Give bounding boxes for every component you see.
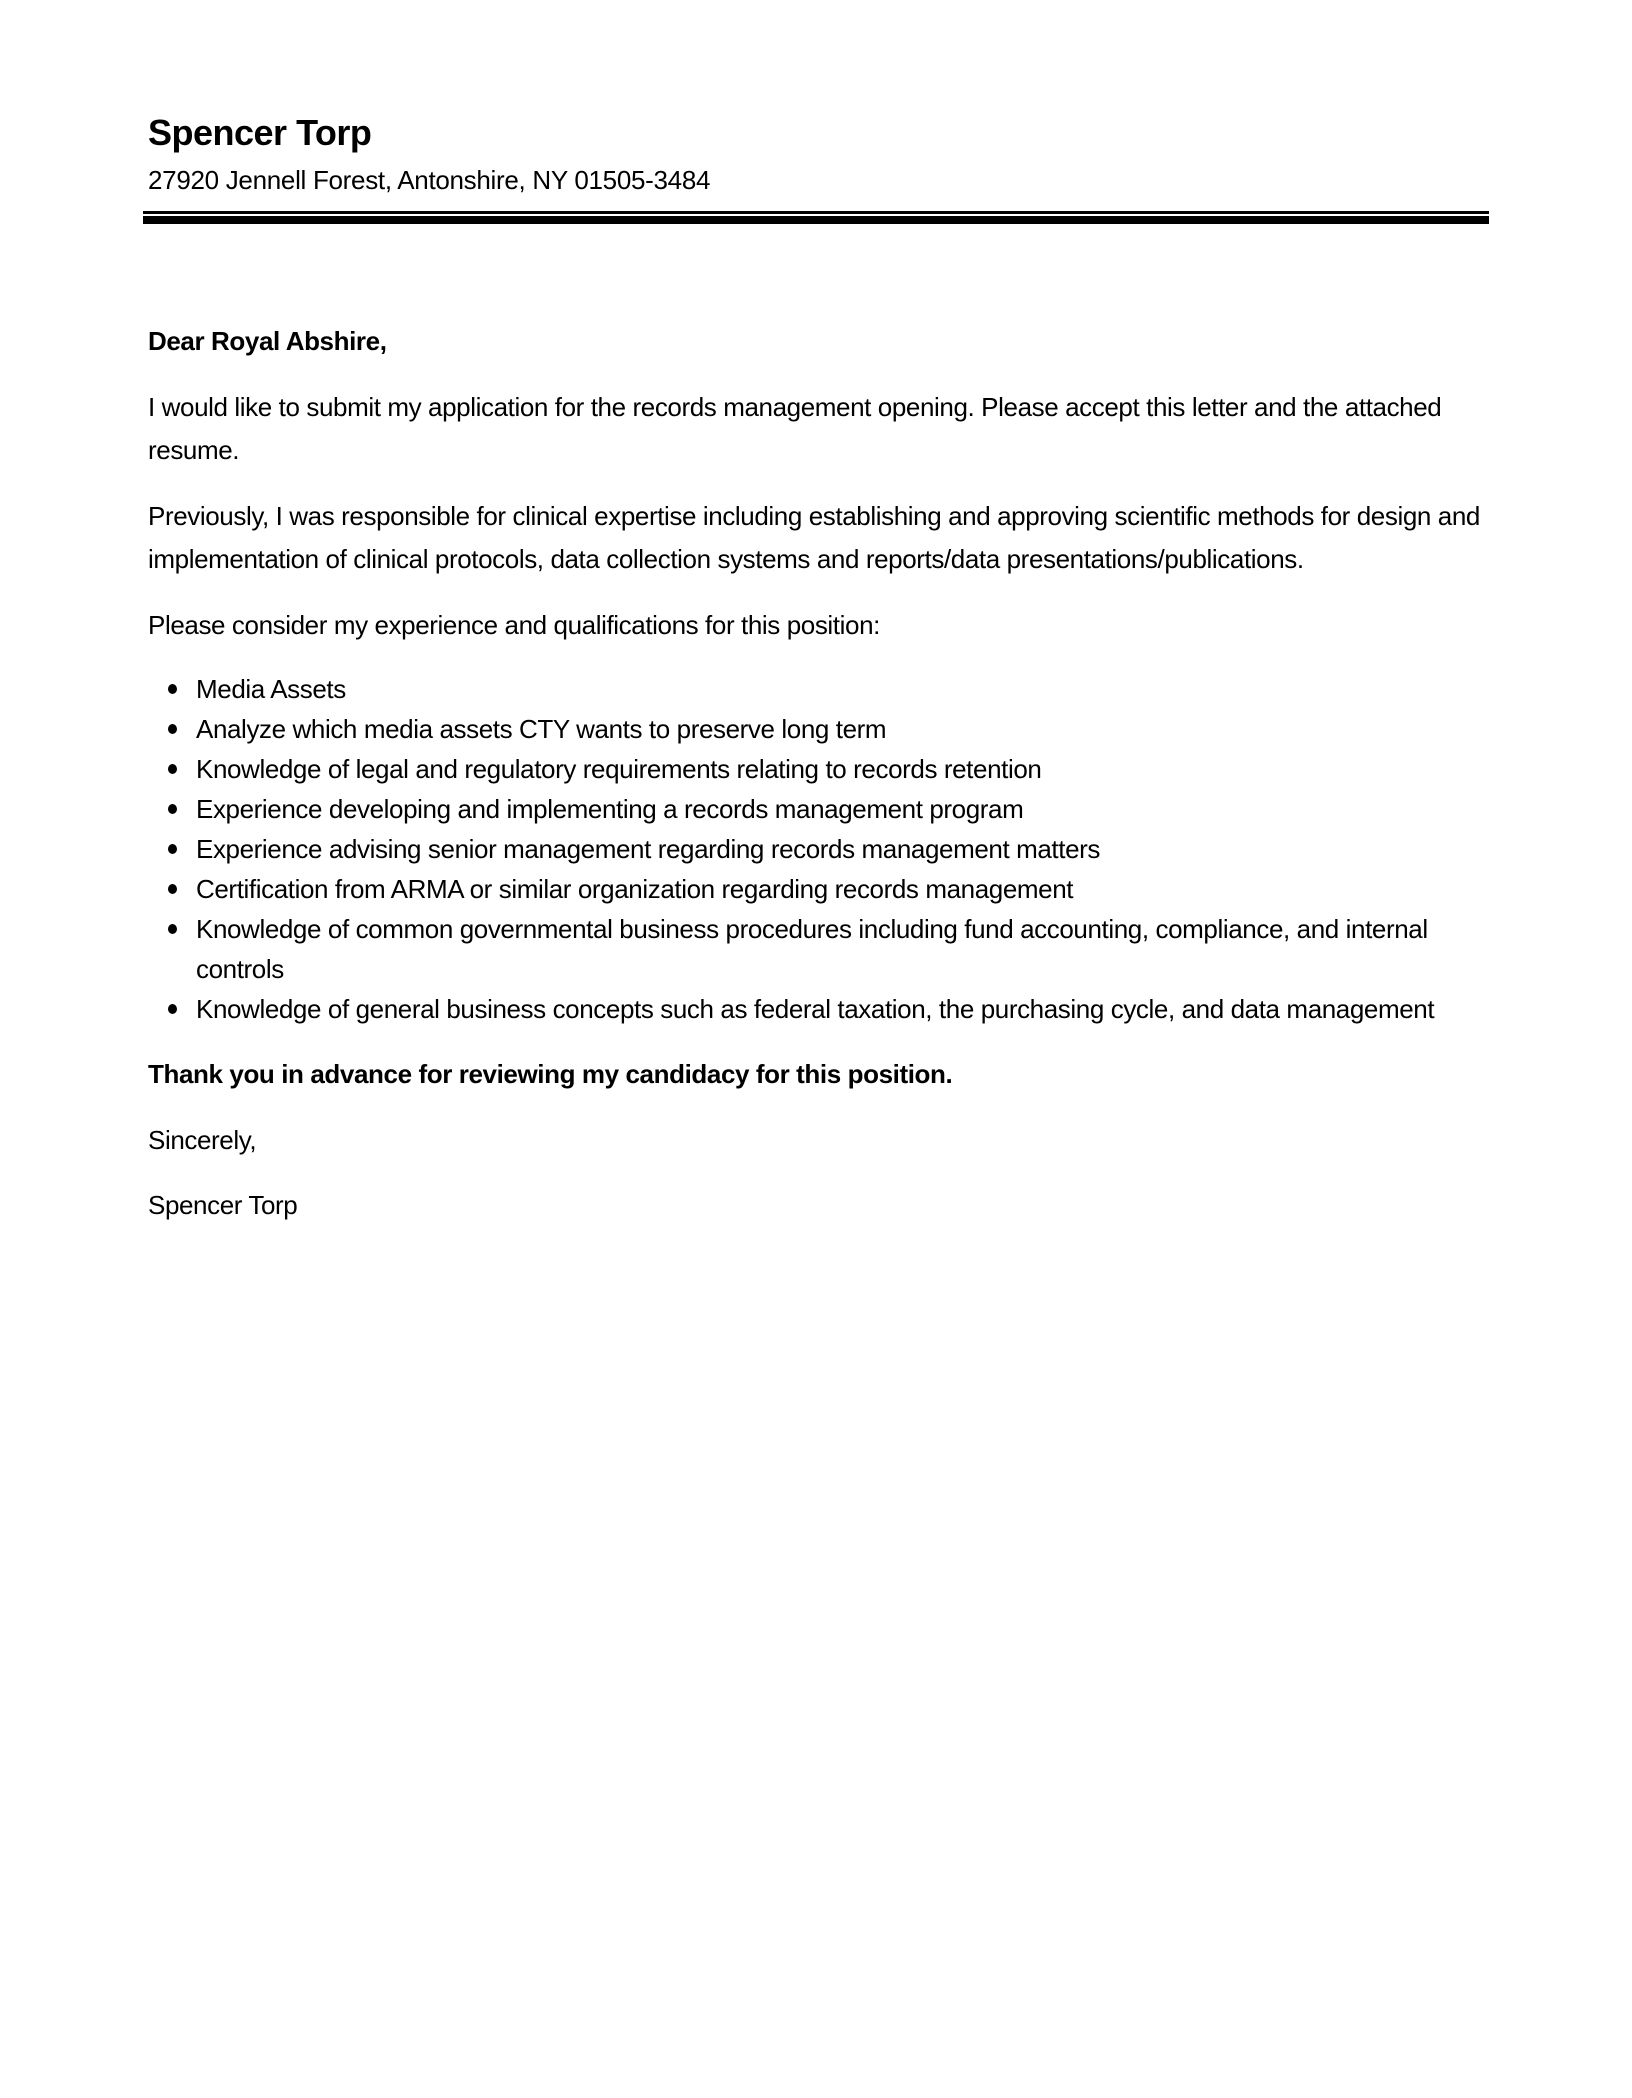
- list-item-text: Experience developing and implementing a records management program: [196, 794, 1024, 824]
- list-item-text: Experience advising senior management regarding records management matters: [196, 834, 1101, 864]
- list-item: [148, 789, 1488, 829]
- list-item-text: Analyze which media assets CTY wants to preserve long term: [196, 714, 887, 744]
- qualifications-list: [148, 669, 1488, 1029]
- bullet-icon: [168, 804, 177, 814]
- list-item: [148, 749, 1488, 789]
- bullet-icon: [168, 764, 177, 774]
- bullet-icon: [168, 724, 177, 734]
- paragraph-qualifications-lead: Please consider my experience and qualifications for this position:: [148, 609, 880, 640]
- list-item-text: Knowledge of legal and regulatory requirements relating to records retention: [196, 754, 1042, 784]
- bullet-icon: [168, 1004, 177, 1014]
- list-item: [148, 669, 1488, 709]
- paragraph-experience: Previously, I was responsible for clinical expertise including establishing and approving scientific methods for design and implementation of clinical protocols, data collection systems and reports/data presentations/publications.: [148, 500, 1480, 574]
- header-rule-thin: [143, 211, 1489, 214]
- signoff: Sincerely,: [148, 1124, 257, 1155]
- paragraph-intro: I would like to submit my application for the records management opening. Please accept this letter and the attached resume.: [148, 391, 1442, 465]
- closing-statement: Thank you in advance for reviewing my candidacy for this position.: [148, 1059, 953, 1089]
- list-item-text: Knowledge of common governmental business procedures including fund accounting, compliance, and internal controls: [196, 914, 1428, 984]
- list-item-text: Certification from ARMA or similar organization regarding records management: [196, 874, 1074, 904]
- bullet-icon: [168, 924, 177, 934]
- header-rule-thick: [143, 216, 1489, 224]
- letter-body: [148, 320, 1488, 1250]
- sender-name: Spencer Torp: [148, 112, 372, 153]
- list-item: [148, 709, 1488, 749]
- bullet-icon: [168, 844, 177, 854]
- bullet-icon: [168, 884, 177, 894]
- list-item: [148, 909, 1488, 989]
- list-item: [148, 989, 1488, 1029]
- sender-address: 27920 Jennell Forest, Antonshire, NY 01505-3484: [148, 165, 711, 195]
- list-item: [148, 829, 1488, 869]
- signature: Spencer Torp: [148, 1190, 298, 1220]
- list-item-text: Media Assets: [196, 674, 346, 704]
- list-item-text: Knowledge of general business concepts such as federal taxation, the purchasing cycle, and data management: [196, 994, 1435, 1024]
- list-item: [148, 869, 1488, 909]
- salutation: Dear Royal Abshire,: [148, 326, 387, 356]
- bullet-icon: [168, 684, 177, 694]
